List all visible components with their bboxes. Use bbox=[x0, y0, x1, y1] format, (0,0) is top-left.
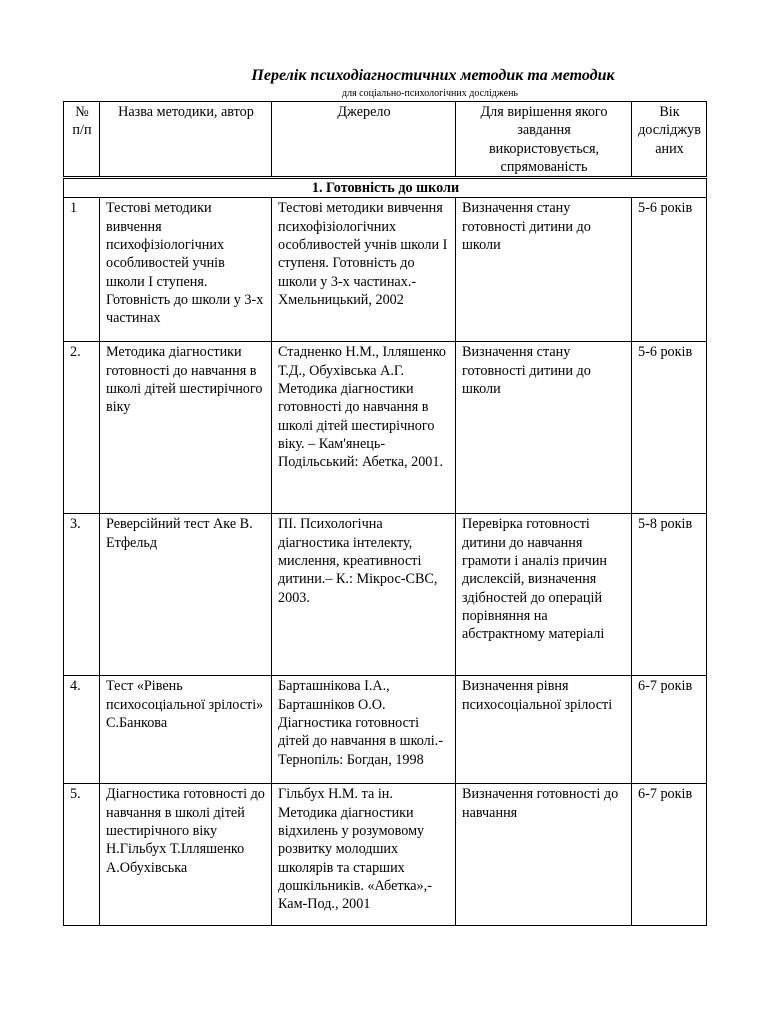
header-source: Джерело bbox=[272, 102, 456, 178]
table-row bbox=[64, 342, 707, 514]
row-number: 3. bbox=[64, 514, 100, 676]
method-age: 5-8 років bbox=[632, 514, 707, 676]
document-title: Перелік психодіагностичних методик та методик bbox=[251, 67, 615, 84]
table-row bbox=[64, 514, 707, 676]
method-name: Діагностика готовності до навчання в школі дітей шестирічного віку Н.Гільбух Т.Ілляшенко А.Обухівська bbox=[100, 784, 272, 926]
method-source: Гільбух Н.М. та ін. Методика діагностики відхилень у розумовому розвитку молодших школярів та старших дошкільників. «Абетка»,- Кам-Под., 2001 bbox=[272, 784, 456, 926]
table-header-row bbox=[64, 102, 707, 178]
method-purpose: Перевірка готовності дитини до навчання грамоти і аналіз причин дислексій, визначення здібностей до операцій порівняння на абстрактному матеріалі bbox=[456, 514, 632, 676]
method-name: Тест «Рівень психосоціальної зрілості» С.Банкова bbox=[100, 676, 272, 784]
table-row bbox=[64, 198, 707, 342]
method-age: 6-7 років bbox=[632, 676, 707, 784]
row-number: 5. bbox=[64, 784, 100, 926]
document-subtitle: для соціально-психологічних досліджень bbox=[342, 88, 518, 99]
method-source: Барташнікова І.А., Барташніков О.О. Діагностика готовності дітей до навчання в школі.- Тернопіль: Богдан, 1998 bbox=[272, 676, 456, 784]
header-age: Вік досліджув аних bbox=[632, 102, 707, 178]
section-row bbox=[64, 178, 707, 198]
method-purpose: Визначення стану готовності дитини до школи bbox=[456, 342, 632, 514]
table-row bbox=[64, 784, 707, 926]
header-purpose: Для вирішення якого завдання використовується, спрямованість bbox=[456, 102, 632, 178]
method-age: 5-6 років bbox=[632, 198, 707, 342]
method-age: 6-7 років bbox=[632, 784, 707, 926]
row-number: 2. bbox=[64, 342, 100, 514]
row-number: 1 bbox=[64, 198, 100, 342]
method-name: Методика діагностики готовності до навчання в школі дітей шестирічного віку bbox=[100, 342, 272, 514]
method-source: ПІ. Психологічна діагностика інтелекту, мислення, креативності дитини.– К.: Мікрос-СВС, 2003. bbox=[272, 514, 456, 676]
method-name: Тестові методики вивчення психофізіологічних особливостей учнів школи І ступеня. Готовність до школи у 3-х частинах bbox=[100, 198, 272, 342]
method-source: Стадненко Н.М., Ілляшенко Т.Д., Обухівська А.Г. Методика діагностики готовності до навчання в школі дітей шестирічного віку. – Кам'янець-Подільський: Абетка, 2001. bbox=[272, 342, 456, 514]
section-title: 1. Готовність до школи bbox=[64, 178, 707, 198]
method-purpose: Визначення стану готовності дитини до школи bbox=[456, 198, 632, 342]
header-method-name: Назва методики, автор bbox=[100, 102, 272, 178]
method-purpose: Визначення готовності до навчання bbox=[456, 784, 632, 926]
method-purpose: Визначення рівня психосоціальної зрілості bbox=[456, 676, 632, 784]
method-name: Реверсійний тест Аке В. Етфельд bbox=[100, 514, 272, 676]
method-age: 5-6 років bbox=[632, 342, 707, 514]
row-number: 4. bbox=[64, 676, 100, 784]
table-row bbox=[64, 676, 707, 784]
header-number: № п/п bbox=[64, 102, 100, 178]
methods-table bbox=[63, 101, 707, 926]
method-source: Тестові методики вивчення психофізіологічних особливостей учнів школи І ступеня. Готовність до школи у 3-х частинах.- Хмельницький, 2002 bbox=[272, 198, 456, 342]
